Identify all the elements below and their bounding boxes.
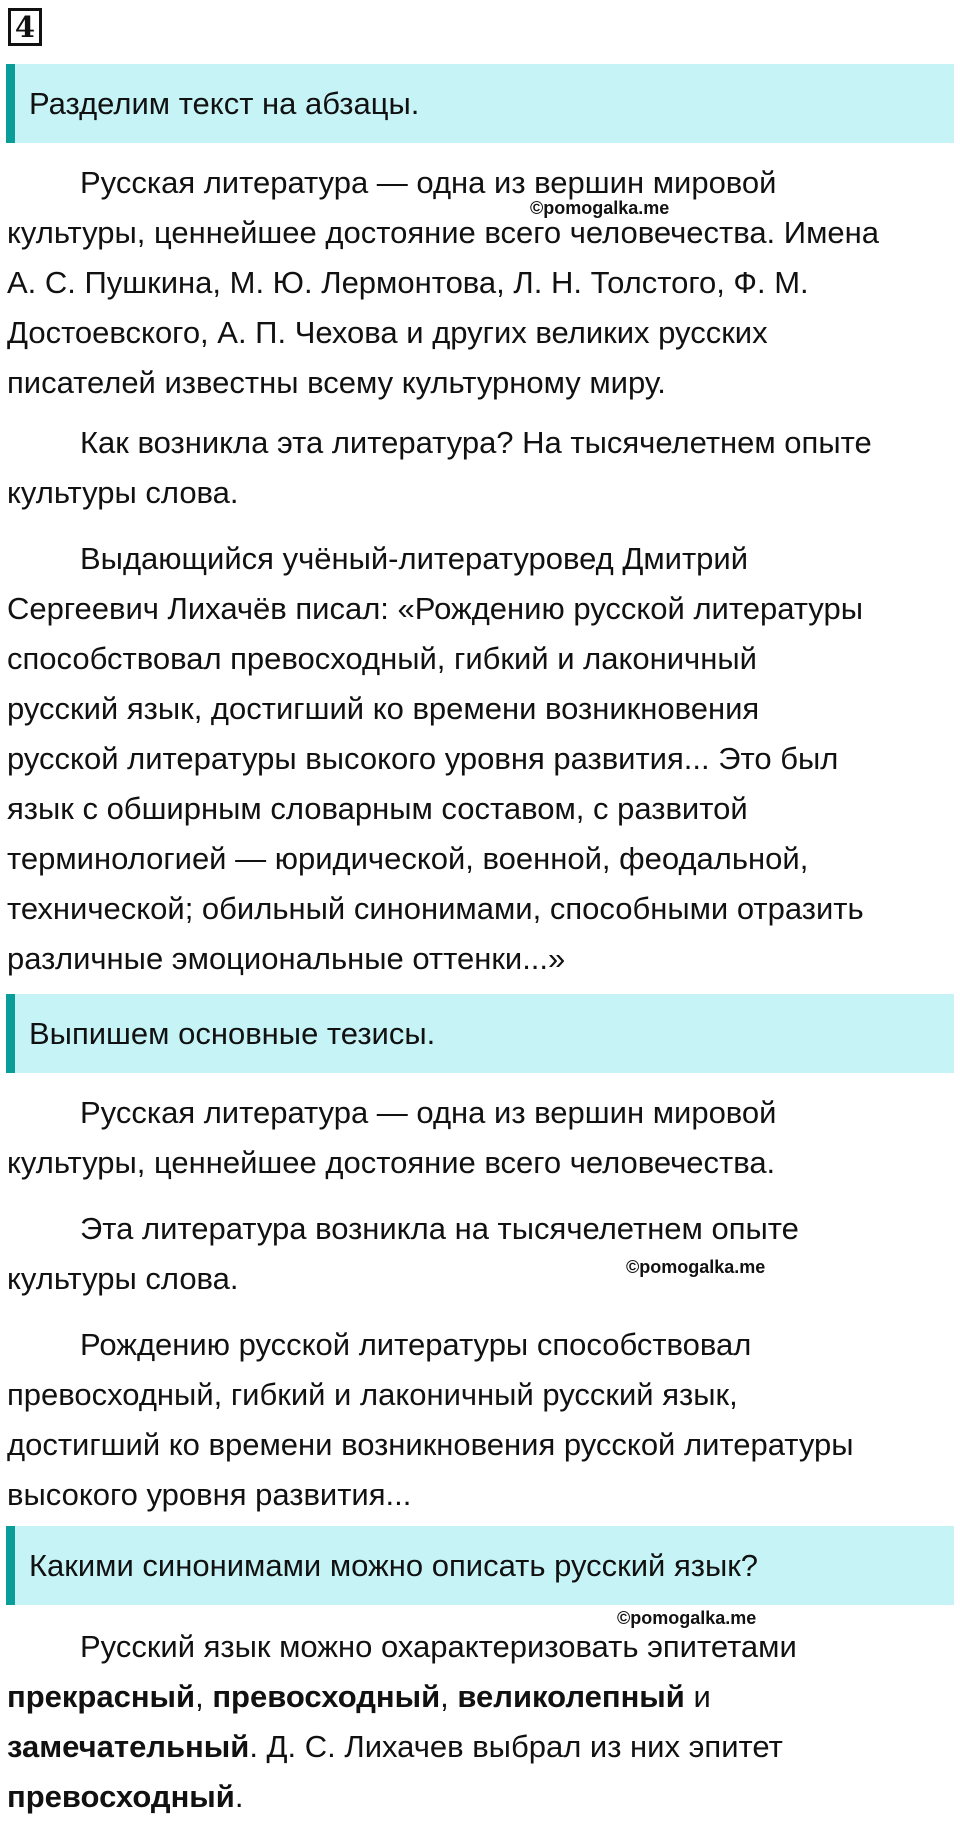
watermark: ©pomogalka.me xyxy=(626,1257,766,1277)
text-line: Рождению русской литературы способствовал xyxy=(80,1327,752,1362)
section-header-synonyms: Какими синонимами можно описать русский язык? xyxy=(6,1526,954,1605)
text-line: культуры, ценнейшее достояние всего человечества. xyxy=(7,1145,776,1180)
text-line: замечательный. Д. С. Лихачев выбрал из них эпитет xyxy=(7,1729,783,1764)
paragraph xyxy=(7,418,955,518)
text-line: русской литературы высокого уровня развития... Это был xyxy=(7,741,839,776)
epithet-bold: превосходный xyxy=(7,1779,235,1814)
paragraph xyxy=(7,1320,955,1520)
text-line: Русская литература — одна из вершин мировой xyxy=(80,1095,777,1130)
watermark: ©pomogalka.me xyxy=(617,1608,757,1628)
paragraph xyxy=(7,534,955,984)
epithet-bold: превосходный xyxy=(212,1679,441,1714)
watermark: ©pomogalka.me xyxy=(530,198,670,218)
text-line: Как возникла эта литература? На тысячелетнем опыте xyxy=(80,425,872,460)
text-line: культуры слова. xyxy=(7,475,239,510)
section-header-paragraphs: Разделим текст на абзацы. xyxy=(6,64,954,143)
text-line: А. С. Пушкина, М. Ю. Лермонтова, Л. Н. Толстого, Ф. М. xyxy=(7,265,809,300)
text-line: Русский язык можно охарактеризовать эпитетами xyxy=(80,1629,797,1664)
text-line: терминологией — юридической, военной, феодальной, xyxy=(7,841,809,876)
task-number-badge: 4 xyxy=(8,8,42,46)
answer-paragraph xyxy=(7,1622,955,1822)
epithet-bold: прекрасный xyxy=(7,1679,196,1714)
text-line: язык с обширным словарным составом, с развитой xyxy=(7,791,748,826)
epithet-bold: замечательный xyxy=(7,1729,250,1764)
text-line: технической; обильный синонимами, способными отразить xyxy=(7,891,864,926)
text-line: достигший ко времени возникновения русской литературы xyxy=(7,1427,854,1462)
text-line: различные эмоциональные оттенки...» xyxy=(7,941,566,976)
text-line: Выдающийся учёный-литературовед Дмитрий xyxy=(80,541,749,576)
paragraph xyxy=(7,1088,955,1188)
text-line: высокого уровня развития... xyxy=(7,1477,412,1512)
text-line: культуры слова. xyxy=(7,1261,239,1296)
text-line: культуры, ценнейшее достояние всего человечества. Имена xyxy=(7,215,879,250)
section-header-theses: Выпишем основные тезисы. xyxy=(6,994,954,1073)
text-line: способствовал превосходный, гибкий и лаконичный xyxy=(7,641,757,676)
text-line: русский язык, достигший ко времени возникновения xyxy=(7,691,760,726)
text-line: Русская литература — одна из вершин мировой xyxy=(80,165,777,200)
text-line: прекрасный, превосходный, великолепный и xyxy=(7,1679,711,1714)
paragraph xyxy=(7,158,955,408)
text-line: писателей известны всему культурному миру. xyxy=(7,365,666,400)
text-line: Достоевского, А. П. Чехова и других великих русских xyxy=(7,315,768,350)
paragraph xyxy=(7,1204,955,1304)
epithet-bold: великолепный xyxy=(457,1679,685,1714)
text-line: превосходный, гибкий и лаконичный русский язык, xyxy=(7,1377,738,1412)
text-line: Эта литература возникла на тысячелетнем опыте xyxy=(80,1211,799,1246)
text-line: превосходный. xyxy=(7,1779,244,1814)
text-line: Сергеевич Лихачёв писал: «Рождению русской литературы xyxy=(7,591,863,626)
